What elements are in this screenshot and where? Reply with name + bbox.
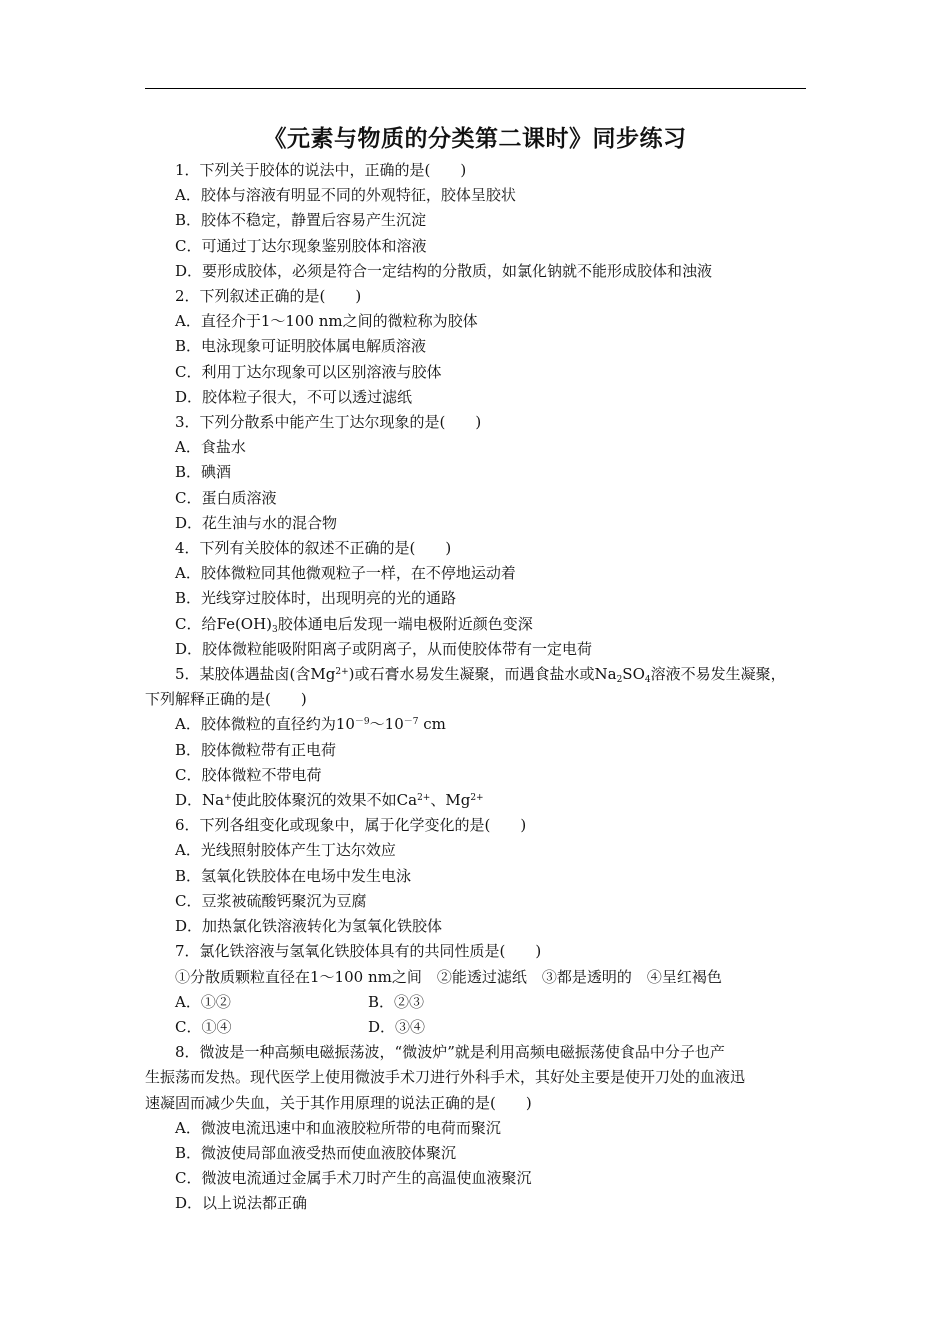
q4-c-subscript: 3	[272, 624, 278, 635]
question-7-items: ①分散质颗粒直径在1～100 nm之间 ②能透过滤纸 ③都是透明的 ④呈红褐色	[175, 967, 722, 986]
q5-stem-sup: 2+	[335, 667, 349, 678]
q5-stem-part: )或石膏水易发生凝聚，而遇食盐水或Na	[348, 665, 617, 684]
question-7-option-a: A．①②	[175, 992, 231, 1011]
question-4-option-c	[145, 612, 820, 637]
question-2-stem: 2．下列叙述正确的是( )	[175, 287, 362, 306]
question-3-stem: 3．下列分散系中能产生丁达尔现象的是( )	[175, 413, 482, 432]
question-6-stem: 6．下列各组变化或现象中，属于化学变化的是( )	[175, 816, 527, 835]
question-6-option-c: C．豆浆被硫酸钙聚沉为豆腐	[175, 891, 367, 910]
q5-d-part: 使此胶体聚沉的效果不如Ca	[231, 791, 418, 810]
q5-a-sup: －7	[403, 717, 419, 728]
question-3-option-b: B．碘酒	[175, 463, 232, 482]
question-1-option-a: A．胶体与溶液有明显不同的外观特征，胶体呈胶状	[175, 186, 516, 205]
q5-d-part: 、Mg	[430, 791, 471, 810]
question-8-option-b: B．微波使局部血液受热而使血液胶体聚沉	[175, 1143, 457, 1162]
question-7-options-row-1	[145, 990, 820, 1015]
question-5-stem-continued: 下列解释正确的是( )	[145, 690, 307, 709]
q5-a-sup: －9	[354, 717, 370, 728]
question-7-stem: 7．氯化铁溶液与氢氧化铁胶体具有的共同性质是( )	[175, 942, 542, 961]
question-8-option-d: D．以上说法都正确	[175, 1194, 308, 1213]
q5-d-sup: 2+	[470, 793, 484, 804]
question-8-stem-line-1: 8．微波是一种高频电磁振荡波，“微波炉”就是利用高频电磁振荡使食品中分子也产	[175, 1043, 725, 1062]
q5-stem-sub: 2	[616, 675, 623, 686]
question-3-option-a: A．食盐水	[175, 438, 246, 457]
q5-stem-sub: 4	[644, 675, 651, 686]
question-5-option-b: B．胶体微粒带有正电荷	[175, 740, 337, 759]
question-8-stem-line-2: 生振荡而发热。现代医学上使用微波手术刀进行外科手术，其好处主要是使开刀处的血液迅	[145, 1068, 746, 1087]
question-4-option-b: B．光线穿过胶体时，出现明亮的光的通路	[175, 589, 457, 608]
q5-stem-part: SO	[622, 665, 645, 684]
question-8-option-c: C．微波电流通过金属手术刀时产生的高温使血液聚沉	[175, 1169, 532, 1188]
q5-d-sup: 2+	[417, 793, 431, 804]
question-6-option-d: D．加热氯化铁溶液转化为氢氧化铁胶体	[175, 917, 443, 936]
question-1-option-c: C．可通过丁达尔现象鉴别胶体和溶液	[175, 236, 427, 255]
q4-c-text: C．给Fe(OH)	[175, 614, 273, 633]
question-6-option-a: A．光线照射胶体产生丁达尔效应	[175, 841, 396, 860]
question-2-option-c: C．利用丁达尔现象可以区别溶液与胶体	[175, 362, 442, 381]
question-2-option-a: A．直径介于1～100 nm之间的微粒称为胶体	[175, 312, 478, 331]
question-8-stem-line-3: 速凝固而减少失血，关于其作用原理的说法正确的是( )	[145, 1093, 532, 1112]
question-7-option-b: B．②③	[368, 992, 425, 1011]
q5-a-part: cm	[418, 715, 446, 734]
question-1-option-b: B．胶体不稳定，静置后容易产生沉淀	[175, 211, 427, 230]
question-5-option-d	[145, 788, 820, 813]
question-3-option-d: D．花生油与水的混合物	[175, 513, 338, 532]
question-list	[145, 158, 820, 1217]
question-5-option-c: C．胶体微粒不带电荷	[175, 765, 322, 784]
question-2-option-d: D．胶体粒子很大，不可以透过滤纸	[175, 387, 413, 406]
q5-stem-part: 溶液不易发生凝聚，	[650, 665, 786, 684]
question-5-stem	[145, 662, 820, 687]
question-4-option-d: D．胶体微粒能吸附阳离子或阴离子，从而使胶体带有一定电荷	[175, 639, 593, 658]
question-6-option-b: B．氢氧化铁胶体在电场中发生电泳	[175, 866, 412, 885]
q5-d-part: D．Na	[175, 791, 225, 810]
page-title: 《元素与物质的分类第二课时》同步练习	[263, 126, 687, 152]
question-8-option-a: A．微波电流迅速中和血液胶粒所带的电荷而聚沉	[175, 1118, 501, 1137]
q5-d-sup: +	[224, 793, 232, 804]
q5-a-part: ～10	[369, 715, 404, 734]
q5-stem-part: 5．某胶体遇盐卤(含Mg	[175, 665, 336, 684]
question-3-option-c: C．蛋白质溶液	[175, 488, 277, 507]
question-5-option-a	[145, 712, 820, 737]
question-1-stem: 1．下列关于胶体的说法中，正确的是( )	[175, 161, 467, 179]
question-1-option-d: D．要形成胶体，必须是符合一定结构的分散质，如氯化钠就不能形成胶体和浊液	[175, 261, 713, 280]
q5-a-part: A．胶体微粒的直径约为10	[175, 715, 355, 734]
header-rule	[145, 88, 806, 89]
question-7-option-c: C．①④	[175, 1017, 232, 1036]
question-4-stem: 4．下列有关胶体的叙述不正确的是( )	[175, 539, 452, 558]
question-2-option-b: B．电泳现象可证明胶体属电解质溶液	[175, 337, 427, 356]
question-7-option-d: D．③④	[368, 1017, 426, 1036]
q4-c-text-rest: 胶体通电后发现一端电极附近颜色变深	[277, 614, 533, 633]
question-4-option-a: A．胶体微粒同其他微观粒子一样，在不停地运动着	[175, 564, 516, 583]
question-7-options-row-2	[145, 1015, 820, 1040]
